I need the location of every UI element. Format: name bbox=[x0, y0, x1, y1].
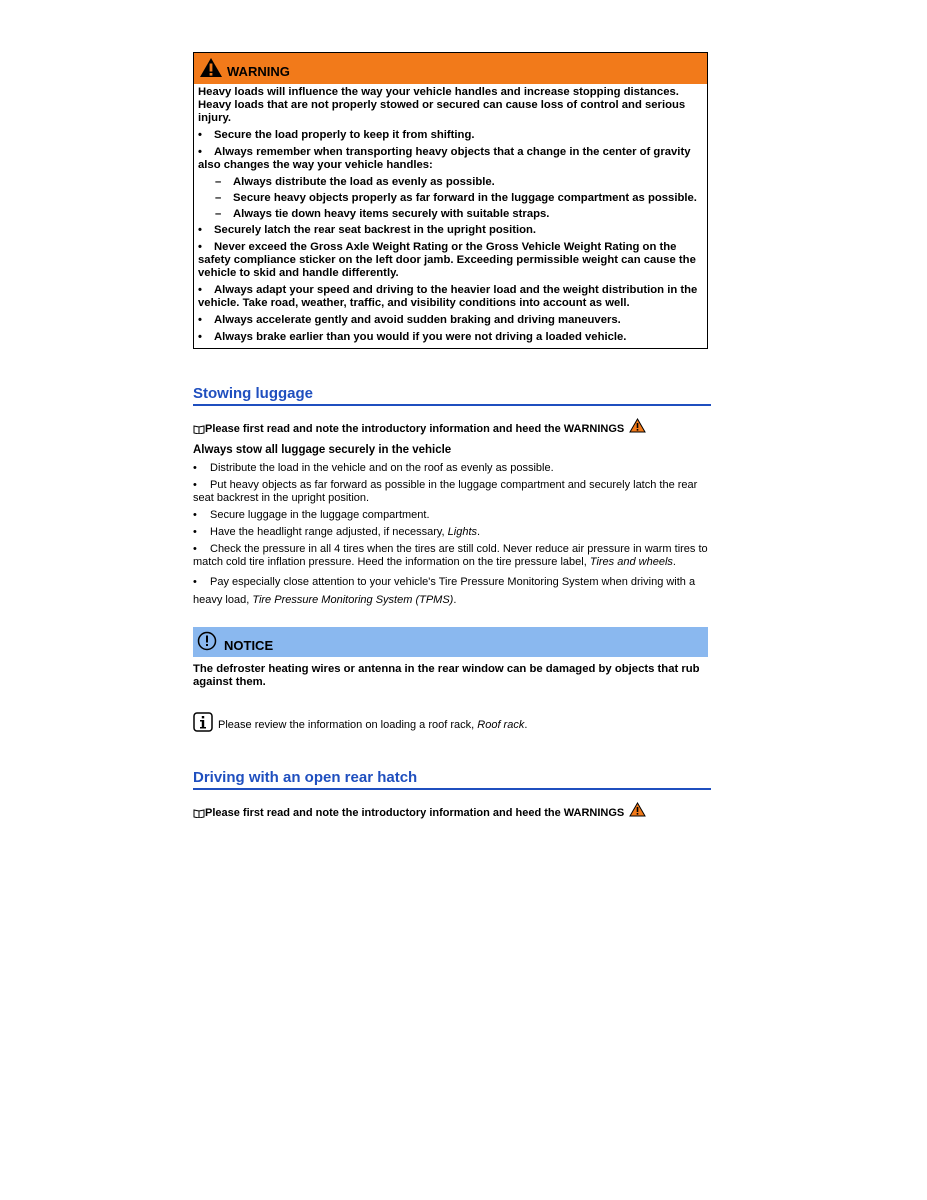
list-item: • Pay especially close attention to your vehicle's Tire Pressure Monitoring System when driving with a heavy load, Tire Pressure Monitoring System (TPMS). bbox=[193, 576, 696, 606]
list-item: • Check the pressure in all 4 tires when the tires are still cold. Never reduce air pressure in warm tires to match cold tire inflation pressure. Heed the information on the tire pressure label, Tires and wheels. bbox=[193, 543, 708, 568]
warning-dash-item: – Always tie down heavy items securely with suitable straps. bbox=[215, 208, 550, 220]
warning-triangle-icon[interactable] bbox=[629, 802, 646, 817]
list-item: • Have the headlight range adjusted, if necessary, Lights. bbox=[193, 526, 481, 538]
warning-triangle-icon bbox=[199, 57, 223, 78]
warning-dash-item: – Always distribute the load as evenly as possible. bbox=[215, 176, 495, 188]
list-item: • Secure luggage in the luggage compartment. bbox=[193, 509, 430, 521]
warning-bullet: • Securely latch the rear seat backrest in the upright position. bbox=[198, 224, 537, 236]
warning-dash-item: – Secure heavy objects properly as far forward in the luggage compartment as possible. bbox=[215, 192, 697, 204]
notice-header bbox=[193, 627, 708, 657]
cross-reference-link[interactable]: Roof rack bbox=[477, 719, 525, 731]
info-icon bbox=[193, 712, 213, 732]
warning-box bbox=[193, 52, 708, 349]
warning-bullet: • Never exceed the Gross Axle Weight Rating or the Gross Vehicle Weight Rating on the safety compliance sticker on the left door jamb. Exceeding permissible weight can cause the vehicle to skid and handle differently. bbox=[198, 241, 696, 279]
list-item: • Put heavy objects as far forward as possible in the luggage compartment and securely latch the rear seat backrest in the upright position. bbox=[193, 479, 698, 504]
notice-title: NOTICE bbox=[224, 638, 274, 653]
section-heading-hatch: Driving with an open rear hatch bbox=[193, 769, 711, 790]
intro-note: Please first read and note the introductory information and heed the WARNINGS bbox=[193, 418, 711, 434]
warning-title: WARNING bbox=[227, 64, 290, 79]
book-icon bbox=[193, 808, 205, 818]
warning-bullet: • Always remember when transporting heavy objects that a change in the center of gravity also changes the way your vehicle handles: bbox=[198, 146, 691, 171]
stowing-list bbox=[193, 462, 711, 609]
warning-bullet: • Always brake earlier than you would if you were not driving a loaded vehicle. bbox=[198, 331, 627, 343]
info-note: Please review the information on loading a roof rack, Roof rack. bbox=[193, 712, 711, 734]
warning-triangle-icon[interactable] bbox=[629, 418, 646, 433]
warning-header bbox=[194, 53, 707, 84]
cross-reference-link[interactable]: Lights bbox=[447, 526, 478, 538]
section-heading-stowing: Stowing luggage bbox=[193, 385, 711, 406]
warning-bullet: • Secure the load properly to keep it from shifting. bbox=[198, 129, 475, 141]
warning-body bbox=[194, 84, 707, 348]
subheading: Always stow all luggage securely in the vehicle bbox=[193, 444, 452, 456]
warning-intro: Heavy loads will influence the way your vehicle handles and increase stopping distances. Heavy loads that are not properly stowed or secured can cause loss of control and serious injury. bbox=[198, 86, 686, 124]
notice-text: The defroster heating wires or antenna in the rear window can be damaged by objects that rub against them. bbox=[193, 663, 700, 688]
warning-bullet: • Always adapt your speed and driving to the heavier load and the weight distribution in the vehicle. Take road, weather, traffic, and visibility conditions into account as well. bbox=[198, 284, 698, 309]
book-icon bbox=[193, 424, 205, 434]
cross-reference-link[interactable]: Tires and wheels bbox=[589, 556, 673, 568]
page-content bbox=[193, 52, 711, 818]
notice-exclamation-icon bbox=[197, 631, 217, 651]
intro-note: Please first read and note the introductory information and heed the WARNINGS bbox=[193, 802, 711, 818]
cross-reference-link[interactable]: Tire Pressure Monitoring System (TPMS) bbox=[252, 594, 454, 606]
warning-bullet: • Always accelerate gently and avoid sudden braking and driving maneuvers. bbox=[198, 314, 621, 326]
list-item: • Distribute the load in the vehicle and on the roof as evenly as possible. bbox=[193, 462, 554, 474]
